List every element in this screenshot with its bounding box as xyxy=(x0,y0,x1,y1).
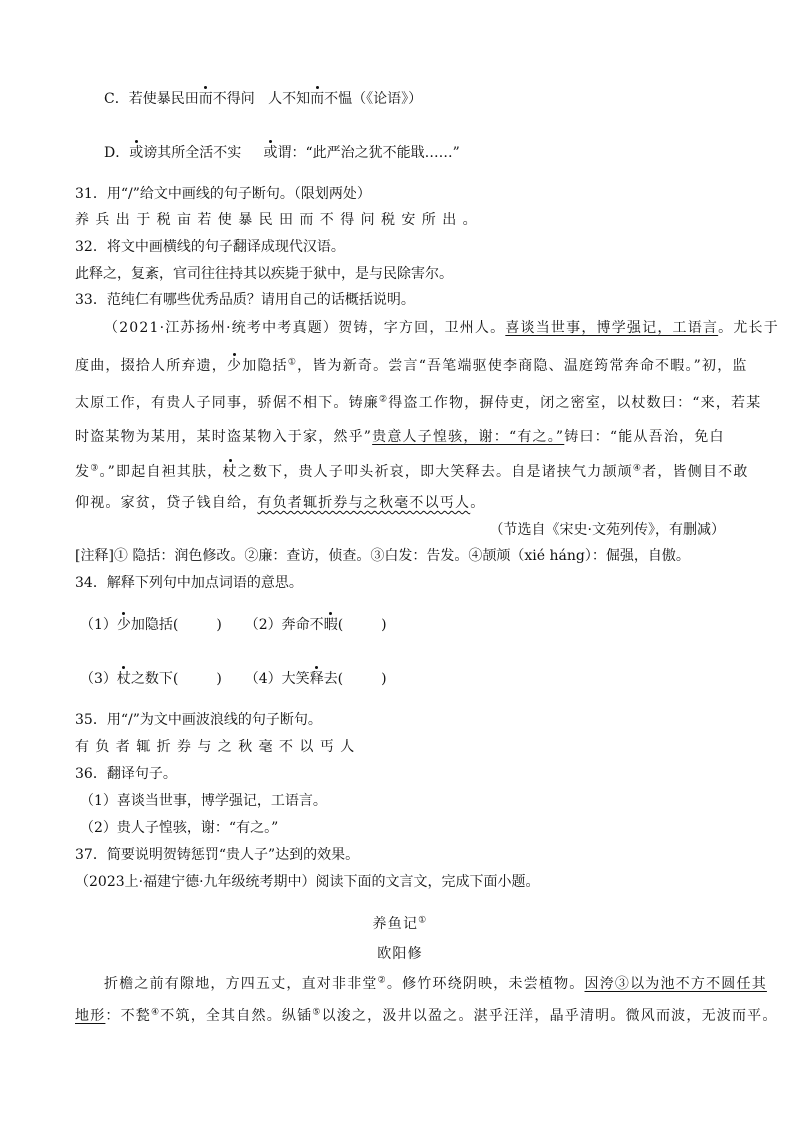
passage-line: 地形：不甃④不筑，全其自然。纵锸⑤以浚之，汲井以盈之。湛乎汪洋，晶乎清明。微风而波，无波而平。 xyxy=(75,1007,778,1024)
question-34-items-b: （3）杖之数下( ) （4）大笑释去( ) xyxy=(80,671,387,687)
question-36: 36．翻译句子。 xyxy=(75,766,177,782)
question-35: 35．用“/”为文中画波浪线的句子断句。 xyxy=(75,712,322,728)
underlined-sentence: 贵意人子惶骇，谢：“有之。” xyxy=(372,429,565,445)
question-32: 32．将文中画横线的句子翻译成现代汉语。 xyxy=(75,239,345,255)
passage-source: （节选自《宋史·文苑列传》，有删减） xyxy=(489,522,725,538)
question-36-item-1: （1）喜谈当世事，博学强记，工语言。 xyxy=(80,793,327,809)
passage-line: 发③。”即起自袒其肤，杖之数下，贵人子叩头祈哀，即大笑释去。自是诸挟气力颉颃④者，皆侧目不敢 xyxy=(75,463,749,480)
passage-line: 度曲，掇拾人所弃遗，少加隐括①，皆为新奇。尝言“吾笔端驱使李商隐、温庭筠常奔命不暇。”初，监 xyxy=(75,357,748,374)
annotations: [注释]① 隐括：润色修改。②廉：查访，侦查。③白发：告发。④颉颃（xié háng）：倔强，自傲。 xyxy=(75,548,690,564)
dotted-char: 或 xyxy=(129,145,144,161)
dotted-char: 少 xyxy=(116,617,131,633)
question-37: 37．简要说明贺铸惩罚“贵人子”达到的效果。 xyxy=(75,847,360,863)
underlined-sentence: 地形 xyxy=(75,1008,106,1024)
passage-title: 养鱼记① xyxy=(372,915,428,932)
question-32-text: 此释之，复紊，官司往往持其以疾毙于狱中，是与民除害尔。 xyxy=(75,266,453,282)
option-c: C．若使暴民田而不得问 人不知而不愠（《论语》） xyxy=(104,91,423,107)
dotted-char: 暇 xyxy=(323,617,338,633)
underlined-sentence: 喜谈当世事，博学强记，工语言 xyxy=(505,320,719,336)
question-34-items-a: （1）少加隐括( ) （2）奔命不暇( ) xyxy=(80,617,387,633)
question-34: 34．解释下列句中加点词语的意思。 xyxy=(75,575,303,591)
question-31: 31．用“/”给文中画线的句子断句。（限划两处） xyxy=(75,186,371,202)
dotted-char: 少 xyxy=(227,358,243,374)
question-36-item-2: （2）贵人子惶骇，谢：“有之。” xyxy=(80,820,279,836)
option-d: D．或谤其所全活不实 或谓：“此严治之犹不能戢……” xyxy=(104,145,460,161)
question-35-text: 有负者辄折券与之秋毫不以丐人 xyxy=(75,739,361,755)
dotted-char: 或 xyxy=(263,145,278,161)
passage-author: 欧阳修 xyxy=(377,946,423,962)
dotted-char: 释 xyxy=(309,671,324,687)
wavy-underlined-sentence: 有负者辄折券与之秋毫不以丐人 xyxy=(257,495,471,511)
passage-line: 时盗某物为某用，某时盗某物入于家，然乎”贵意人子惶骇，谢：“有之。”铸曰：“能从吾治，免白 xyxy=(75,429,725,445)
passage-line: （2021·江苏扬州·统考中考真题）贺铸，字方回，卫州人。喜谈当世事，博学强记，工语言。尤长于 xyxy=(104,320,779,336)
group-intro: （2023上·福建宁德·九年级统考期中）阅读下面的文言文，完成下面小题。 xyxy=(75,874,540,890)
dotted-char: 而 xyxy=(198,91,213,107)
question-33: 33．范纯仁有哪些优秀品质？请用自己的话概括说明。 xyxy=(75,292,415,308)
dotted-char: 而 xyxy=(310,91,325,107)
passage-line: 仰视。家贫，贷子钱自给，有负者辄折券与之秋毫不以丐人。 xyxy=(75,495,486,511)
passage-line: 太原工作，有贵人子同事，骄倨不相下。铸廉②得盗工作物，摒侍吏，闭之密室，以杖数曰：“来，若某 xyxy=(75,394,762,411)
dotted-char: 杖 xyxy=(116,671,131,687)
underlined-sentence: 因洿③以为池不方不圆任其 xyxy=(584,976,767,992)
dotted-char: 杖 xyxy=(222,464,238,480)
passage-line: 折檐之前有隙地，方四五丈，直对非非堂②。修竹环绕阴映，未尝植物。因洿③以为池不方不圆任其 xyxy=(104,975,767,992)
question-31-text: 养兵出于税亩若使暴民田而不得问税安所出。 xyxy=(75,212,483,228)
